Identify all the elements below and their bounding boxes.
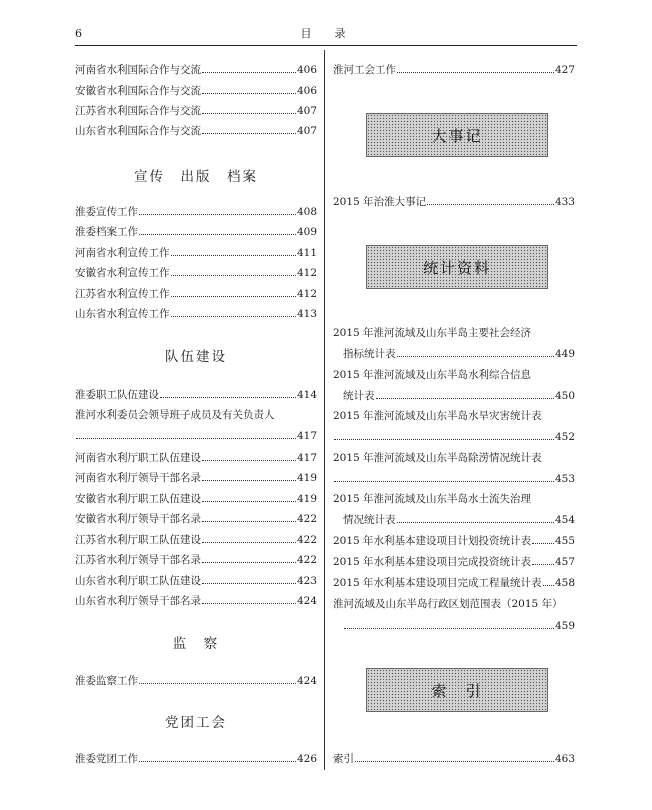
entry-page: 406 [296, 85, 317, 97]
toc-entry-continuation[interactable] [75, 429, 317, 443]
entry-page: 406 [296, 64, 317, 76]
entry-title: 指标统计表 [343, 348, 396, 360]
toc-entry[interactable] [75, 287, 317, 301]
banner-label: 索 引 [431, 681, 483, 700]
entry-title: 2015 年水利基本建设项目完成工程量统计表 [333, 577, 542, 589]
entry-page: 422 [296, 554, 317, 566]
toc-entry[interactable] [75, 492, 317, 506]
entry-page: 463 [554, 753, 575, 765]
leader-dots [171, 254, 296, 256]
toc-entry-continuation[interactable] [343, 619, 575, 633]
toc-entry[interactable] [75, 752, 317, 766]
entry-page: 459 [554, 620, 575, 632]
entry-title: 统计表 [343, 390, 375, 402]
entry-page: 417 [296, 430, 317, 442]
leader-dots [160, 396, 296, 398]
toc-entry[interactable] [75, 574, 317, 588]
section-heading: 队伍建设 [165, 349, 227, 365]
entry-title: 2015 年水利基本建设项目计划投资统计表 [333, 535, 532, 547]
toc-entry[interactable] [75, 674, 317, 688]
toc-entry[interactable] [75, 533, 317, 547]
entry-title: 索引 [333, 753, 354, 765]
entry-page: 426 [296, 753, 317, 765]
leader-dots [202, 459, 296, 461]
entry-title: 淮委宣传工作 [75, 206, 138, 218]
entry-page: 413 [296, 308, 317, 320]
leader-dots [171, 315, 296, 317]
entry-page: 419 [296, 493, 317, 505]
banner-label: 统计资料 [422, 258, 491, 277]
leader-dots [397, 521, 554, 523]
page-number: 6 [75, 27, 82, 40]
toc-entry[interactable] [333, 534, 575, 548]
entry-page: 455 [554, 535, 575, 547]
entry-title: 淮委档案工作 [75, 226, 138, 238]
page-header [75, 26, 577, 42]
toc-entry-title[interactable]: 2015 年淮河流域及山东半岛水利综合信息 [333, 369, 532, 381]
entry-title: 淮河工会工作 [333, 64, 396, 76]
entry-page: 458 [554, 577, 575, 589]
leader-dots [139, 213, 296, 215]
entry-page: 454 [554, 514, 575, 526]
toc-entry-title[interactable]: 2015 年淮河流域及山东半岛水旱灾害统计表 [333, 410, 542, 422]
entry-title: 安徽省水利厅职工队伍建设 [75, 493, 201, 505]
entry-title: 山东省水利厅领导干部名录 [75, 595, 201, 607]
leader-dots [139, 760, 296, 762]
leader-dots [202, 500, 296, 502]
leader-dots [202, 132, 296, 134]
leader-dots [171, 274, 296, 276]
leader-dots [334, 438, 554, 440]
entry-page: 427 [554, 64, 575, 76]
entry-page: 417 [296, 452, 317, 464]
leader-dots [171, 295, 296, 297]
entry-title: 2015 年水利基本建设项目完成投资统计表 [333, 556, 532, 568]
toc-entry[interactable] [333, 752, 575, 766]
entry-page: 409 [296, 226, 317, 238]
entry-title: 江苏省水利厅职工队伍建设 [75, 534, 201, 546]
leader-dots [532, 542, 554, 544]
entry-page: 407 [296, 125, 317, 137]
toc-entry-title[interactable]: 2015 年淮河流域及山东半岛水土流失治理 [333, 493, 532, 505]
toc-entry-title[interactable]: 2015 年淮河流域及山东半岛主要社会经济 [333, 327, 532, 339]
toc-entry[interactable] [75, 594, 317, 608]
toc-entry[interactable] [333, 63, 575, 77]
entry-page: 407 [296, 105, 317, 117]
entry-page: 412 [296, 267, 317, 279]
entry-title: 江苏省水利宣传工作 [75, 288, 170, 300]
leader-dots [202, 92, 296, 94]
leader-dots [202, 112, 296, 114]
section-heading: 党团工会 [165, 715, 227, 731]
entry-title: 江苏省水利国际合作与交流 [75, 105, 201, 117]
leader-dots [355, 760, 554, 762]
entry-page: 450 [554, 390, 575, 402]
toc-entry[interactable] [75, 553, 317, 567]
entry-title: 河南省水利宣传工作 [75, 247, 170, 259]
entry-title: 山东省水利国际合作与交流 [75, 125, 201, 137]
leader-dots [397, 355, 554, 357]
toc-entry[interactable] [75, 84, 317, 98]
entry-page: 433 [554, 196, 575, 208]
toc-entry-continuation[interactable] [333, 430, 575, 444]
toc-entry[interactable] [75, 124, 317, 138]
leader-dots [202, 541, 296, 543]
entry-title: 山东省水利宣传工作 [75, 308, 170, 320]
entry-title: 安徽省水利厅领导干部名录 [75, 513, 201, 525]
leader-dots [202, 479, 296, 481]
leader-dots [139, 682, 296, 684]
entry-page: 412 [296, 288, 317, 300]
toc-entry[interactable] [75, 225, 317, 239]
toc-entry[interactable] [75, 512, 317, 526]
entry-page: 422 [296, 513, 317, 525]
toc-entry[interactable] [75, 104, 317, 118]
leader-dots [397, 71, 554, 73]
entry-page: 424 [296, 595, 317, 607]
entry-title: 山东省水利厅职工队伍建设 [75, 575, 201, 587]
entry-title: 安徽省水利宣传工作 [75, 267, 170, 279]
toc-entry[interactable] [75, 266, 317, 280]
section-banner-statistics [366, 245, 548, 289]
toc-entry-continuation[interactable] [343, 513, 575, 527]
entry-page: 453 [554, 473, 575, 485]
leader-dots [334, 480, 554, 482]
entry-title: 河南省水利国际合作与交流 [75, 64, 201, 76]
toc-entry[interactable] [333, 576, 575, 590]
entry-page: 422 [296, 534, 317, 546]
toc-entry-title[interactable]: 淮河流域及山东半岛行政区划范围表（2015 年） [333, 598, 563, 610]
entry-title: 淮委监察工作 [75, 675, 138, 687]
leader-dots [202, 71, 296, 73]
banner-label: 大事记 [431, 126, 483, 145]
section-heading: 宣传 出版 档案 [134, 169, 258, 185]
entry-page: 423 [296, 575, 317, 587]
leader-dots [543, 584, 554, 586]
leader-dots [344, 627, 554, 629]
toc-entry[interactable] [75, 63, 317, 77]
leader-dots [202, 602, 296, 604]
entry-title: 2015 年治淮大事记 [333, 196, 427, 208]
leader-dots [376, 397, 554, 399]
toc-entry[interactable] [75, 205, 317, 219]
toc-entry[interactable] [75, 388, 317, 402]
section-heading: 监 察 [172, 636, 220, 652]
entry-page: 414 [296, 389, 317, 401]
toc-entry-title[interactable]: 淮河水利委员会领导班子成员及有关负责人 [75, 409, 275, 421]
entry-page: 449 [554, 348, 575, 360]
leader-dots [532, 563, 554, 565]
entry-title: 淮委职工队伍建设 [75, 389, 159, 401]
entry-page: 452 [554, 431, 575, 443]
leader-dots [139, 233, 296, 235]
entry-title: 河南省水利厅领导干部名录 [75, 472, 201, 484]
entry-title: 河南省水利厅职工队伍建设 [75, 452, 201, 464]
toc-entry-continuation[interactable] [343, 347, 575, 361]
toc-entry-title[interactable]: 2015 年淮河流域及山东半岛除涝情况统计表 [333, 452, 542, 464]
entry-page: 408 [296, 206, 317, 218]
toc-entry-continuation[interactable] [343, 389, 575, 403]
leader-dots [76, 437, 296, 439]
leader-dots [202, 561, 296, 563]
leader-dots [202, 520, 296, 522]
entry-page: 424 [296, 675, 317, 687]
toc-entry[interactable] [75, 451, 317, 465]
toc-entry[interactable] [75, 307, 317, 321]
toc-entry[interactable] [333, 555, 575, 569]
toc-entry[interactable] [333, 195, 575, 209]
entry-page: 457 [554, 556, 575, 568]
section-banner-chronicle [366, 113, 548, 157]
toc-entry[interactable] [75, 246, 317, 260]
section-banner-index [366, 668, 548, 712]
leader-dots [202, 582, 296, 584]
entry-title: 淮委党团工作 [75, 753, 138, 765]
entry-title: 江苏省水利厅领导干部名录 [75, 554, 201, 566]
entry-page: 411 [296, 247, 317, 259]
column-divider [324, 50, 325, 770]
entry-title: 情况统计表 [343, 514, 396, 526]
leader-dots [427, 203, 554, 205]
header-rule [75, 45, 577, 46]
toc-entry-continuation[interactable] [333, 472, 575, 486]
entry-title: 安徽省水利国际合作与交流 [75, 85, 201, 97]
entry-page: 419 [296, 472, 317, 484]
toc-entry[interactable] [75, 471, 317, 485]
running-title: 目 录 [300, 27, 352, 40]
